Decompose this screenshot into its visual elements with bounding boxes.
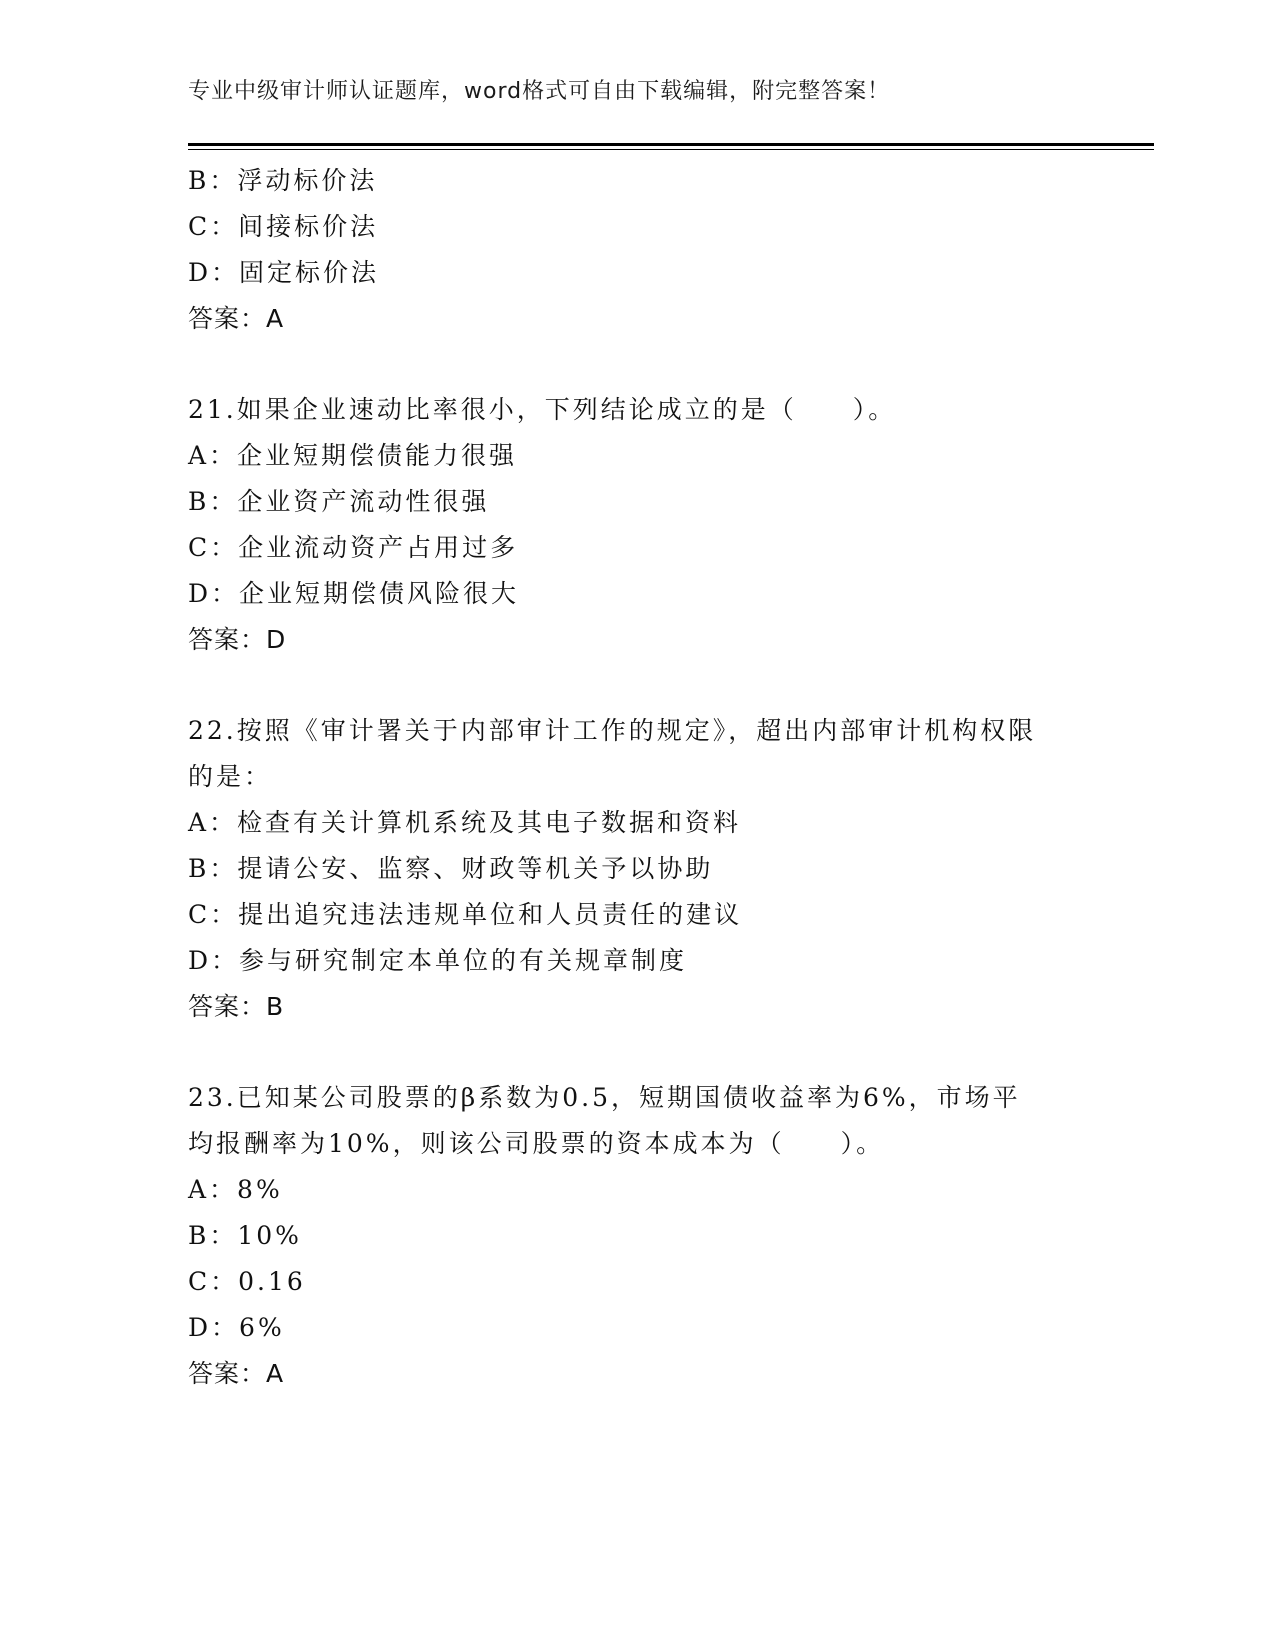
answer-line: 答案：A (188, 304, 285, 333)
question-stem: 23.已知某公司股票的β系数为0.5，短期国债收益率为6%，市场平 (188, 1083, 1021, 1112)
option-a: A：检查有关计算机系统及其电子数据和资料 (188, 808, 742, 837)
question-stem-continued: 均报酬率为10%，则该公司股票的资本成本为（ ）。 (188, 1129, 885, 1158)
header-divider-thick (188, 143, 1154, 146)
option-c: C：间接标价法 (188, 212, 379, 241)
header-divider-thin (188, 149, 1154, 150)
option-d: D：参与研究制定本单位的有关规章制度 (188, 946, 688, 975)
option-c: C：提出追究违法违规单位和人员责任的建议 (188, 900, 743, 929)
question-22 (188, 708, 1088, 1030)
option-b: B：10% (188, 1221, 302, 1250)
spacer (188, 342, 1088, 387)
answer-line: 答案：B (188, 992, 285, 1021)
question-stem: 21.如果企业速动比率很小，下列结论成立的是（ ）。 (188, 395, 897, 424)
option-d: D：固定标价法 (188, 258, 380, 287)
question-stem-continued: 的是： (188, 762, 273, 791)
spacer (188, 663, 1088, 708)
option-b: B：提请公安、监察、财政等机关予以协助 (188, 854, 714, 883)
option-c: C：0.16 (188, 1267, 306, 1296)
option-d: D：企业短期偿债风险很大 (188, 579, 520, 608)
question-21 (188, 387, 1088, 663)
answer-line: 答案：D (188, 625, 287, 654)
option-b: B：企业资产流动性很强 (188, 487, 490, 516)
answer-line: 答案：A (188, 1359, 285, 1388)
spacer (188, 1030, 1088, 1075)
option-a: A：企业短期偿债能力很强 (188, 441, 518, 470)
question-stem: 22.按照《审计署关于内部审计工作的规定》，超出内部审计机构权限 (188, 716, 1037, 745)
page-header: 专业中级审计师认证题库，word格式可自由下载编辑，附完整答案！ (188, 79, 891, 104)
question-content (188, 158, 1088, 1397)
question-20-tail (188, 158, 1088, 342)
option-a: A：8% (188, 1175, 283, 1204)
option-b: B：浮动标价法 (188, 166, 378, 195)
option-d: D：6% (188, 1313, 285, 1342)
question-23 (188, 1075, 1088, 1397)
option-c: C：企业流动资产占用过多 (188, 533, 519, 562)
